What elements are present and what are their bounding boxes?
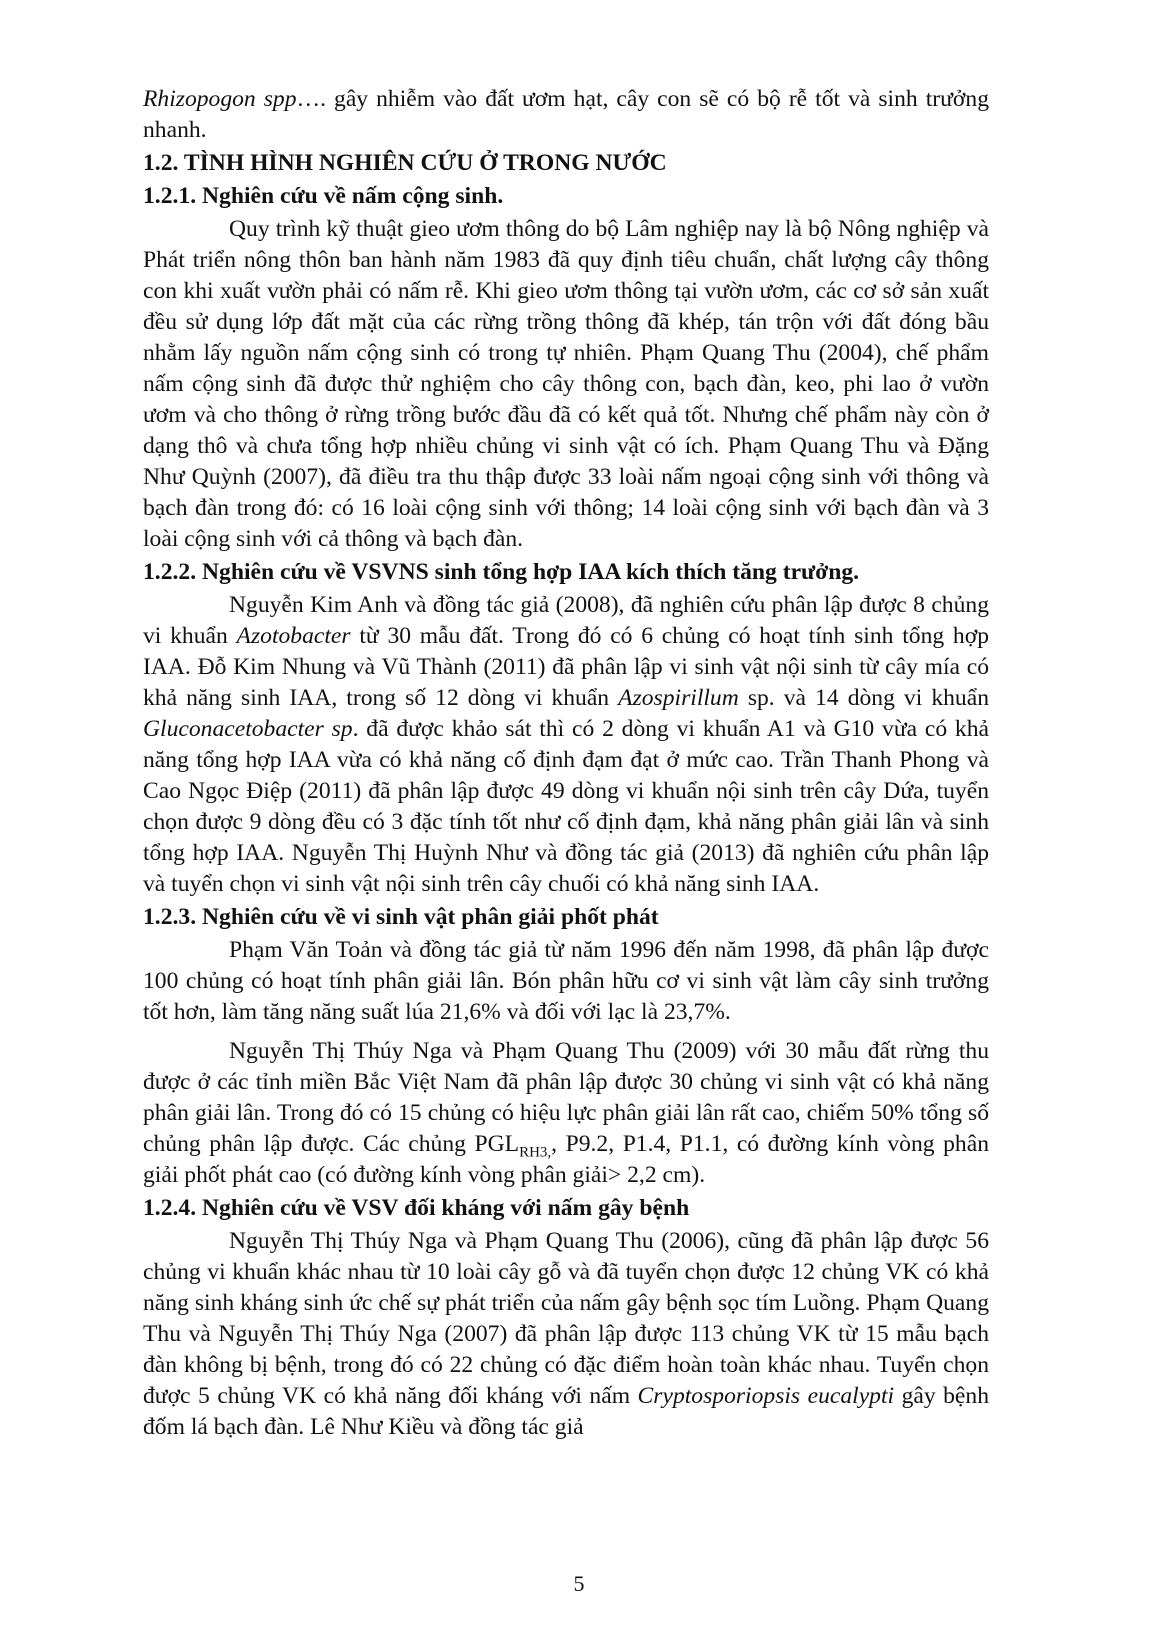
- intro-paragraph: [143, 84, 989, 146]
- text-segment: Nguyễn Kim Anh và đồng tác giả (2008), đã nghiên cứu phân lập được 8 chủng vi khuẩn: [143, 592, 989, 649]
- text-segment: gây bệnh đốm lá bạch đàn. Lê Như Kiều và đồng tác giả: [143, 1383, 989, 1440]
- intro-text: …. gây nhiễm vào đất ươm hạt, cây con sẽ có bộ rễ tốt và sinh trưởng nhanh.: [143, 86, 989, 143]
- strain-subscript: RH3,: [519, 1144, 552, 1161]
- paragraph-1-2-2: [143, 590, 989, 900]
- text-segment: sp. và 14 dòng vi khuẩn: [738, 685, 989, 711]
- intro-italic-term: Rhizopogon spp: [143, 86, 297, 112]
- text-segment: Nguyễn Thị Thúy Nga và Phạm Quang Thu (2009) với 30 mẫu đất rừng thu được ở các tỉnh miền Bắc Việt Nam đã phân lập được 30 chủng vi sinh vật có khả năng phân giải lân. Trong đó có 15 chủng có hiệu lực phân giải lân rất cao, chiếm 50% tổng số chủng phân lập được. Các chủng PGL: [143, 1038, 989, 1157]
- paragraph-1-2-4: [143, 1226, 989, 1443]
- text-segment: , P9.2, P1.4, P1.1, có đường kính vòng phân giải phốt phát cao (có đường kính vòng phân giải> 2,2 cm).: [143, 1131, 989, 1188]
- paragraph-1-2-1: Quy trình kỹ thuật gieo ươm thông do bộ Lâm nghiệp nay là bộ Nông nghiệp và Phát triển nông thôn ban hành năm 1983 đã quy định tiêu chuẩn, chất lượng cây thông con khi xuất vườn phải có nấm rễ. Khi gieo ươm thông tại vườn ươm, các cơ sở sản xuất đều sử dụng lớp đất mặt của các rừng trồng thông đã khép, tán trộn với đất đóng bầu nhằm lấy nguồn nấm cộng sinh có trong tự nhiên. Phạm Quang Thu (2004), chế phẩm nấm cộng sinh đã được thử nghiệm cho cây thông con, bạch đàn, keo, phi lao ở vườn ươm và cho thông ở rừng trồng bước đầu đã có kết quả tốt. Nhưng chế phẩm này còn ở dạng thô và chưa tổng hợp nhiều chủng vi sinh vật có ích. Phạm Quang Thu và Đặng Như Quỳnh (2007), đã điều tra thu thập được 33 loài nấm ngoại cộng sinh với thông và bạch đàn trong đó: có 16 loài cộng sinh với thông; 14 loài cộng sinh với bạch đàn và 3 loài cộng sinh với cả thông và bạch đàn.: [143, 216, 989, 552]
- species-cryptosporiopsis: Cryptosporiopsis eucalypti: [637, 1383, 895, 1409]
- text-segment: từ 30 mẫu đất. Trong đó có 6 chủng có hoạt tính sinh tổng hợp IAA. Đỗ Kim Nhung và Vũ Thành (2011) đã phân lập vi sinh vật nội sinh từ cây mía có khả năng sinh IAA, trong số 12 dòng vi khuẩn: [143, 623, 989, 711]
- species-azotobacter: Azotobacter: [236, 623, 351, 649]
- heading-1-2-2: 1.2.2. Nghiên cứu về VSVNS sinh tổng hợp IAA kích thích tăng trưởng.: [143, 559, 860, 585]
- heading-1-2-4: 1.2.4. Nghiên cứu về VSV đối kháng với nấm gây bệnh: [143, 1195, 690, 1221]
- heading-1-2-1: 1.2.1. Nghiên cứu về nấm cộng sinh.: [143, 183, 504, 209]
- text-segment: . đã được khảo sát thì có 2 dòng vi khuẩn A1 và G10 vừa có khả năng tổng hợp IAA vừa có khả năng cố định đạm đạt ở mức cao. Trần Thanh Phong và Cao Ngọc Điệp (2011) đã phân lập được 49 dòng vi khuẩn nội sinh trên cây Dứa, tuyển chọn được 9 dòng đều có 3 đặc tính tốt như cố định đạm, khả năng phân giải lân và sinh tổng hợp IAA. Nguyễn Thị Huỳnh Như và đồng tác giả (2013) đã nghiên cứu phân lập và tuyển chọn vi sinh vật nội sinh trên cây chuối có khả năng sinh IAA.: [143, 716, 989, 897]
- heading-1-2-3: 1.2.3. Nghiên cứu về vi sinh vật phân giải phốt phát: [143, 904, 659, 930]
- page-number: 5: [573, 1571, 585, 1596]
- document-page: [143, 84, 989, 1443]
- section-title: 1.2. TÌNH HÌNH NGHIÊN CỨU Ở TRONG NƯỚC: [143, 150, 667, 176]
- species-gluconacetobacter: Gluconacetobacter sp: [143, 716, 353, 742]
- species-azospirillum: Azospirillum: [618, 685, 739, 711]
- text-segment: Nguyễn Thị Thúy Nga và Phạm Quang Thu (2006), cũng đã phân lập được 56 chủng vi khuẩn khác nhau từ 10 loài cây gỗ và đã tuyển chọn được 12 chủng VK có khả năng sinh kháng sinh ức chế sự phát triển của nấm gây bệnh sọc tím Luồng. Phạm Quang Thu và Nguyễn Thị Thúy Nga (2007) đã phân lập được 113 chủng VK từ 15 mẫu bạch đàn không bị bệnh, trong đó có 22 chủng có đặc điểm hoàn toàn khác nhau. Tuyển chọn được 5 chủng VK có khả năng đối kháng với nấm: [143, 1228, 989, 1409]
- paragraph-1-2-3-a: Phạm Văn Toản và đồng tác giả từ năm 1996 đến năm 1998, đã phân lập được 100 chủng có hoạt tính phân giải lân. Bón phân hữu cơ vi sinh vật làm cây sinh trưởng tốt hơn, làm tăng năng suất lúa 21,6% và đối với lạc là 23,7%.: [143, 937, 989, 1025]
- paragraph-1-2-3-b: [143, 1036, 989, 1191]
